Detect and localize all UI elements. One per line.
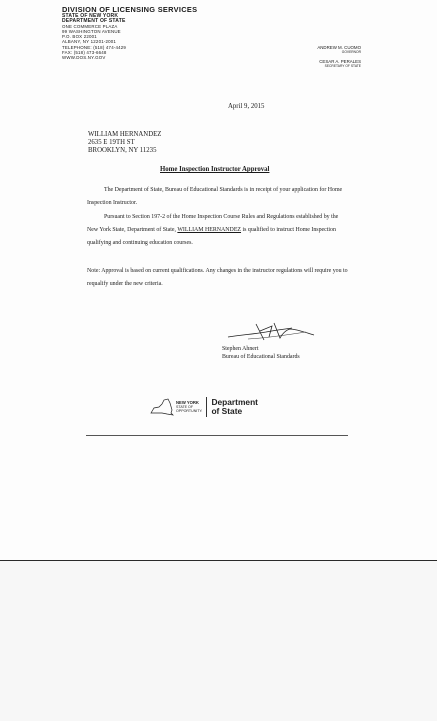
letterhead-line: DEPARTMENT OF STATE xyxy=(62,18,126,25)
letterhead-line: ONE COMMERCE PLAZA xyxy=(62,24,118,30)
letterhead-line: STATE OF NEW YORK xyxy=(62,13,119,19)
official-name: CESAR A. PERALES xyxy=(319,59,361,64)
logo-dept-line1: Department xyxy=(211,397,258,407)
recipient-street: 2635 E 19TH ST xyxy=(88,139,135,146)
logo-state-text xyxy=(176,401,202,413)
department-of-state-logo xyxy=(150,397,258,417)
letterhead-line: FAX: (518) 473-6648 xyxy=(62,49,107,55)
logo-dept-text xyxy=(211,398,258,416)
letter-subject: Home Inspection Instructor Approval xyxy=(160,166,270,173)
recipient-city: BROOKLYN, NY 11235 xyxy=(88,147,157,154)
signer-name: Stephen Ahnert xyxy=(222,346,259,352)
logo-state-mid: STATE OF xyxy=(176,405,194,409)
signer-title: Bureau of Educational Standards xyxy=(222,354,300,360)
recipient-address xyxy=(88,131,161,155)
official-title: SECRETARY OF STATE xyxy=(324,64,361,68)
letterhead-line: WWW.DOS.NY.GOV xyxy=(62,54,106,60)
official-name: ANDREW M. CUOMO xyxy=(317,45,361,50)
paragraph-approval xyxy=(87,211,349,250)
paragraph-receipt: The Department of State, Bureau of Educational Standards is in receipt of your application for Home Inspection Instructor. xyxy=(87,187,343,206)
signer-block xyxy=(222,345,300,361)
officials-block xyxy=(317,45,361,69)
footer-rule xyxy=(86,435,348,436)
logo-state-bottom: OPPORTUNITY. xyxy=(176,409,203,413)
paragraph-note: Note: Approval is based on current qualifications. Any changes in the instructor regulations will require you to requalify under the new criteria. xyxy=(87,268,348,287)
logo-state-top: NEW YORK xyxy=(176,400,199,405)
letterhead-line: 99 WASHINGTON AVENUE xyxy=(62,29,121,35)
logo-dept-line2: of State xyxy=(211,406,243,416)
letterhead-line: ALBANY, NY 12201-2001 xyxy=(62,39,117,45)
new-york-state-map-icon xyxy=(150,398,174,416)
signature-image xyxy=(226,320,318,344)
letterhead-line: P.O. BOX 22001 xyxy=(62,34,97,40)
official-title: GOVERNOR xyxy=(341,50,361,54)
paragraph-approval-text: is qualified to instruct Home Inspection qualifying and continuing education courses. xyxy=(87,227,336,246)
letter-date: April 9, 2015 xyxy=(228,103,265,110)
logo-divider xyxy=(206,397,207,417)
scan-background xyxy=(0,560,437,721)
instructor-name: WILLIAM HERNANDEZ xyxy=(177,227,242,233)
letterhead xyxy=(62,6,197,60)
letterhead-agency: DIVISION OF LICENSING SERVICES xyxy=(62,5,198,14)
paragraph-approval-text: Pursuant to Section 197-2 of the Home Inspection Course Rules and Regulations established by the New York State, Department of State, xyxy=(87,214,339,233)
recipient-name: WILLIAM HERNANDEZ xyxy=(88,131,162,138)
letterhead-line: TELEPHONE: (518) 474-4429 xyxy=(62,44,127,50)
